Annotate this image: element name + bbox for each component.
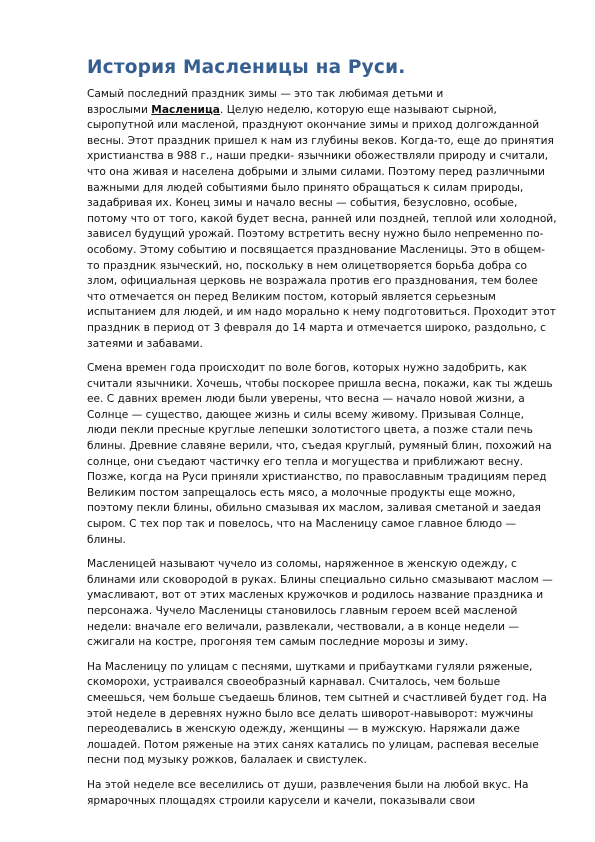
- text-line: Позже, когда на Руси приняли христианство, по православным традициям перед: [87, 471, 547, 484]
- text-line: Солнце — существо, дающее жизнь и силы всему живому. Призывая Солнце,: [87, 408, 524, 421]
- text-line: смеешься, чем больше съедаешь блинов, тем сытней и счастливей будет год. На: [87, 691, 547, 704]
- text-line: что она живая и населена добрыми и злыми силами. Поэтому перед различными: [87, 165, 545, 178]
- text-line: блины. Древние славяне верили, что, съедая круглый, румяный блин, похожий на: [87, 440, 552, 453]
- text-line: этой неделе в деревнях нужно было все делать шиворот-навыворот: мужчины: [87, 707, 534, 720]
- text-line: затеями и забавами.: [87, 337, 203, 350]
- text-line: весны. Этот праздник пришел к нам из глубины веков. Когда-то, еще до принятия: [87, 134, 554, 147]
- text-fragment: взрослыми: [87, 103, 152, 116]
- text-line: то праздник языческий, но, поскольку в нем олицетворяется борьба добра со: [87, 259, 528, 272]
- paragraph-2: [87, 361, 553, 548]
- text-line: блинами или сковородой в руках. Блины специально сильно смазывают маслом —: [87, 573, 553, 586]
- text-line: сжигали на костре, прогоняя тем самым последние морозы и зиму.: [87, 636, 469, 649]
- text-line: сыром. С тех пор так и повелось, что на Масленицу самое главное блюдо —: [87, 518, 517, 531]
- text-line: [87, 103, 535, 119]
- text-line: солнце, они съедают частичку его тепла и могущества и приближают весну.: [87, 455, 524, 468]
- text-line: скоморохи, устраивался своеобразный карнавал. Считалось, чем больше: [87, 676, 501, 689]
- text-line: На этой неделе все веселились от души, развлечения были на любой вкус. На: [87, 778, 529, 791]
- text-line: поэтому пекли блины, обильно смазывая их маслом, заливая сметаной и заедая: [87, 502, 541, 515]
- text-line: задабривая их. Конец зимы и начало весны — события, безусловно, особые,: [87, 197, 518, 210]
- text-line: люди пекли пресные круглые лепешки золотистого цвета, а позже стали печь: [87, 424, 533, 437]
- text-line: На Масленицу по улицам с песнями, шутками и прибаутками гуляли ряженые,: [87, 660, 533, 673]
- text-line: Смена времен года происходит по воле богов, которых нужно задобрить, как: [87, 362, 528, 375]
- text-line: считали язычники. Хочешь, чтобы поскорее пришла весна, покажи, как ты ждешь: [87, 377, 553, 390]
- text-line: что отмечается он перед Великим постом, который является серьезным: [87, 290, 496, 303]
- text-line: блины.: [87, 533, 126, 546]
- text-line: потому что от того, какой будет весна, ранней или поздней, теплой или холодной,: [87, 212, 557, 225]
- paragraph-5: [87, 778, 535, 809]
- text-line: особому. Этому событию и посвящается празднование Масленицы. Это в общем-: [87, 243, 546, 256]
- text-line: ее. С давних времен люди были уверены, что весна — начало новой жизни, а: [87, 393, 525, 406]
- text-line: недели: вначале его величали, развлекали, чествовали, а в конце недели —: [87, 620, 520, 633]
- text-line: умасливают, вот от этих масленых кружочков и родилось название праздника и: [87, 589, 544, 602]
- text-line: христианства в 988 г., наши предки- язычники обожествляли природу и считали,: [87, 150, 549, 163]
- text-line: сыропутной или масленой, празднуют окончание зимы и приход долгожданной: [87, 119, 540, 132]
- text-line: испытанием для людей, и им надо морально к нему подготовиться. Проходит этот: [87, 306, 556, 319]
- text-line: праздник в период от 3 февраля до 14 марта и отмечается широко, раздольно, с: [87, 321, 546, 334]
- paragraph-3: [87, 557, 553, 651]
- page-title: История Масленицы на Руси.: [87, 57, 406, 78]
- maslenitsa-keyword: Масленица: [151, 103, 220, 116]
- text-line: ярмарочных площадях строили карусели и качели, показывали свои: [87, 794, 476, 807]
- text-line: переодевались в женскую одежду, женщины — в мужскую. Наряжали даже: [87, 723, 520, 736]
- text-line: лошадей. Потом ряженые на этих санях катались по улицам, распевая веселые: [87, 738, 539, 751]
- text-line: Масленицей называют чучело из соломы, наряженное в женскую одежду, с: [87, 558, 517, 571]
- text-fragment: . Целую неделю, которую еще называют сырной,: [219, 103, 497, 116]
- text-line: важными для людей событиями было принято обращаться к силам природы,: [87, 181, 524, 194]
- text-line: песни под музыку рожков, балалаек и свистулек.: [87, 754, 367, 767]
- text-line: зависел будущий урожай. Поэтому встретить весну нужно было непременно по-: [87, 228, 544, 241]
- document-body: [87, 57, 557, 818]
- paragraph-4: [87, 660, 547, 769]
- text-line: персонажа. Чучело Масленицы становилось главным героем всей масленой: [87, 605, 518, 617]
- text-line: Великим постом запрещалось есть мясо, а молочные продукты еще можно,: [87, 486, 516, 499]
- text-line: Самый последний праздник зимы — это так любимая детьми и: [87, 88, 444, 100]
- text-line: злом, официальная церковь не возражала против его празднования, тем более: [87, 275, 538, 288]
- paragraph-1: [87, 87, 557, 352]
